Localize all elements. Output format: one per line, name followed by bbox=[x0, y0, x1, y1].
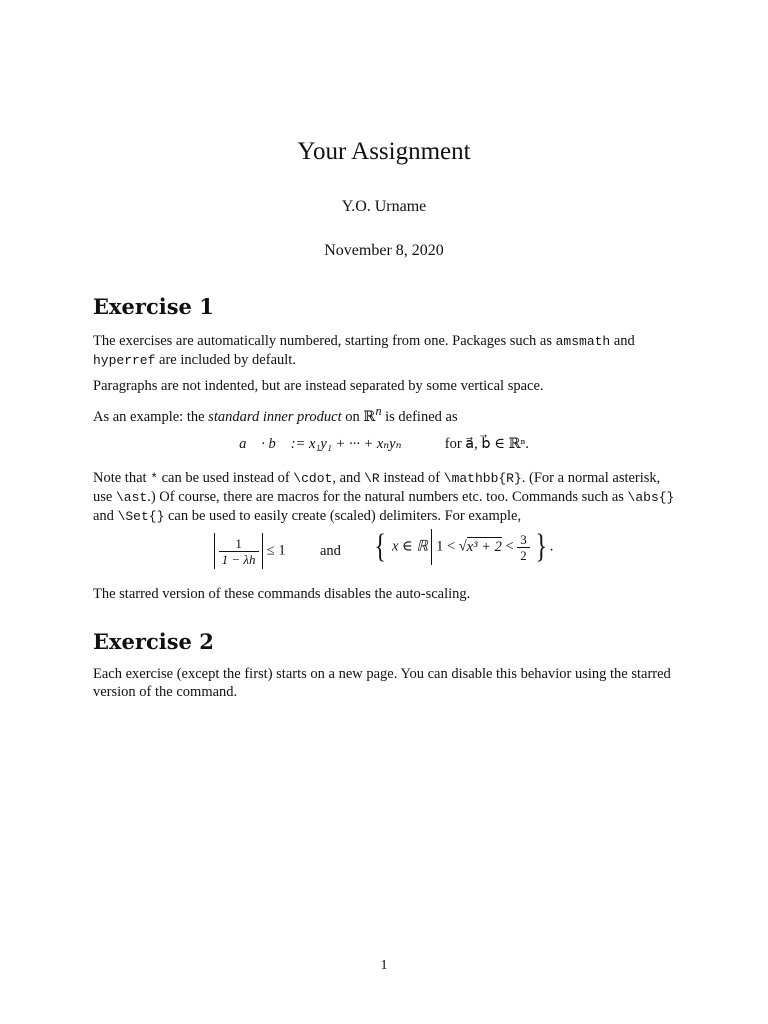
equation-lhs: a⃗ · b⃗ := x₁y₁ + ··· + xₙyₙ bbox=[239, 436, 402, 452]
and-connector: and bbox=[320, 543, 341, 559]
set-expression: { x ∈ ℝ 1 < √x³ + 2 < $\frac{3}{2}$ } . bbox=[374, 528, 554, 565]
abs-fraction: $\frac{1}{1 - \lambda h}$ bbox=[219, 536, 259, 567]
set-brace-left: { bbox=[374, 528, 386, 565]
set-separator bbox=[431, 529, 432, 565]
document-author: Y.O. Urname bbox=[341, 198, 427, 215]
exercise-1-paragraph-5: The starred version of these commands disables the auto-scaling. bbox=[93, 586, 471, 602]
exercise-1-paragraph-4: Note that * can be used instead of \cdot, and \R instead of \mathbb{R}. (For a normal asterisk, use \ast.) Of course, there are macros for the natural numbers etc. too. Commands such as \abs{} and \Set{} can be used to easily create (scaled) delimiters. For example, bbox=[93, 470, 675, 524]
abs-expression: $\frac{1}{1 - \lambda h}$ ≤ 1 bbox=[214, 533, 286, 569]
exercise-1-paragraph-2: Paragraphs are not indented, but are instead separated by some vertical space. bbox=[93, 378, 544, 394]
abs-bar-right bbox=[262, 533, 263, 569]
set-fraction: $\frac{3}{2}$ bbox=[517, 532, 530, 563]
set-brace-right: } bbox=[535, 528, 548, 565]
equation-rhs: for a⃗, b⃗ ∈ ℝⁿ. bbox=[444, 436, 529, 452]
exercise-2-heading: Exercise 2 bbox=[93, 629, 214, 654]
exercise-2-paragraph-1: Each exercise (except the first) starts on a new page. You can disable this behavior using the starred version of the command. bbox=[93, 666, 671, 700]
exercise-1-paragraph-1: The exercises are automatically numbered, starting from one. Packages such as amsmath and hyperref are included by default. bbox=[93, 333, 635, 368]
exercise-1-paragraph-3: As an example: the standard inner product on ℝ$^n$ is defined as bbox=[93, 404, 458, 425]
exercise-1-heading: Exercise 1 bbox=[93, 294, 214, 319]
abs-bar-left bbox=[214, 533, 215, 569]
document-date: November 8, 2020 bbox=[324, 242, 444, 259]
page-number: 1 bbox=[380, 958, 388, 973]
document-title: Your Assignment bbox=[297, 138, 471, 165]
inner-product-equation bbox=[0, 436, 768, 453]
